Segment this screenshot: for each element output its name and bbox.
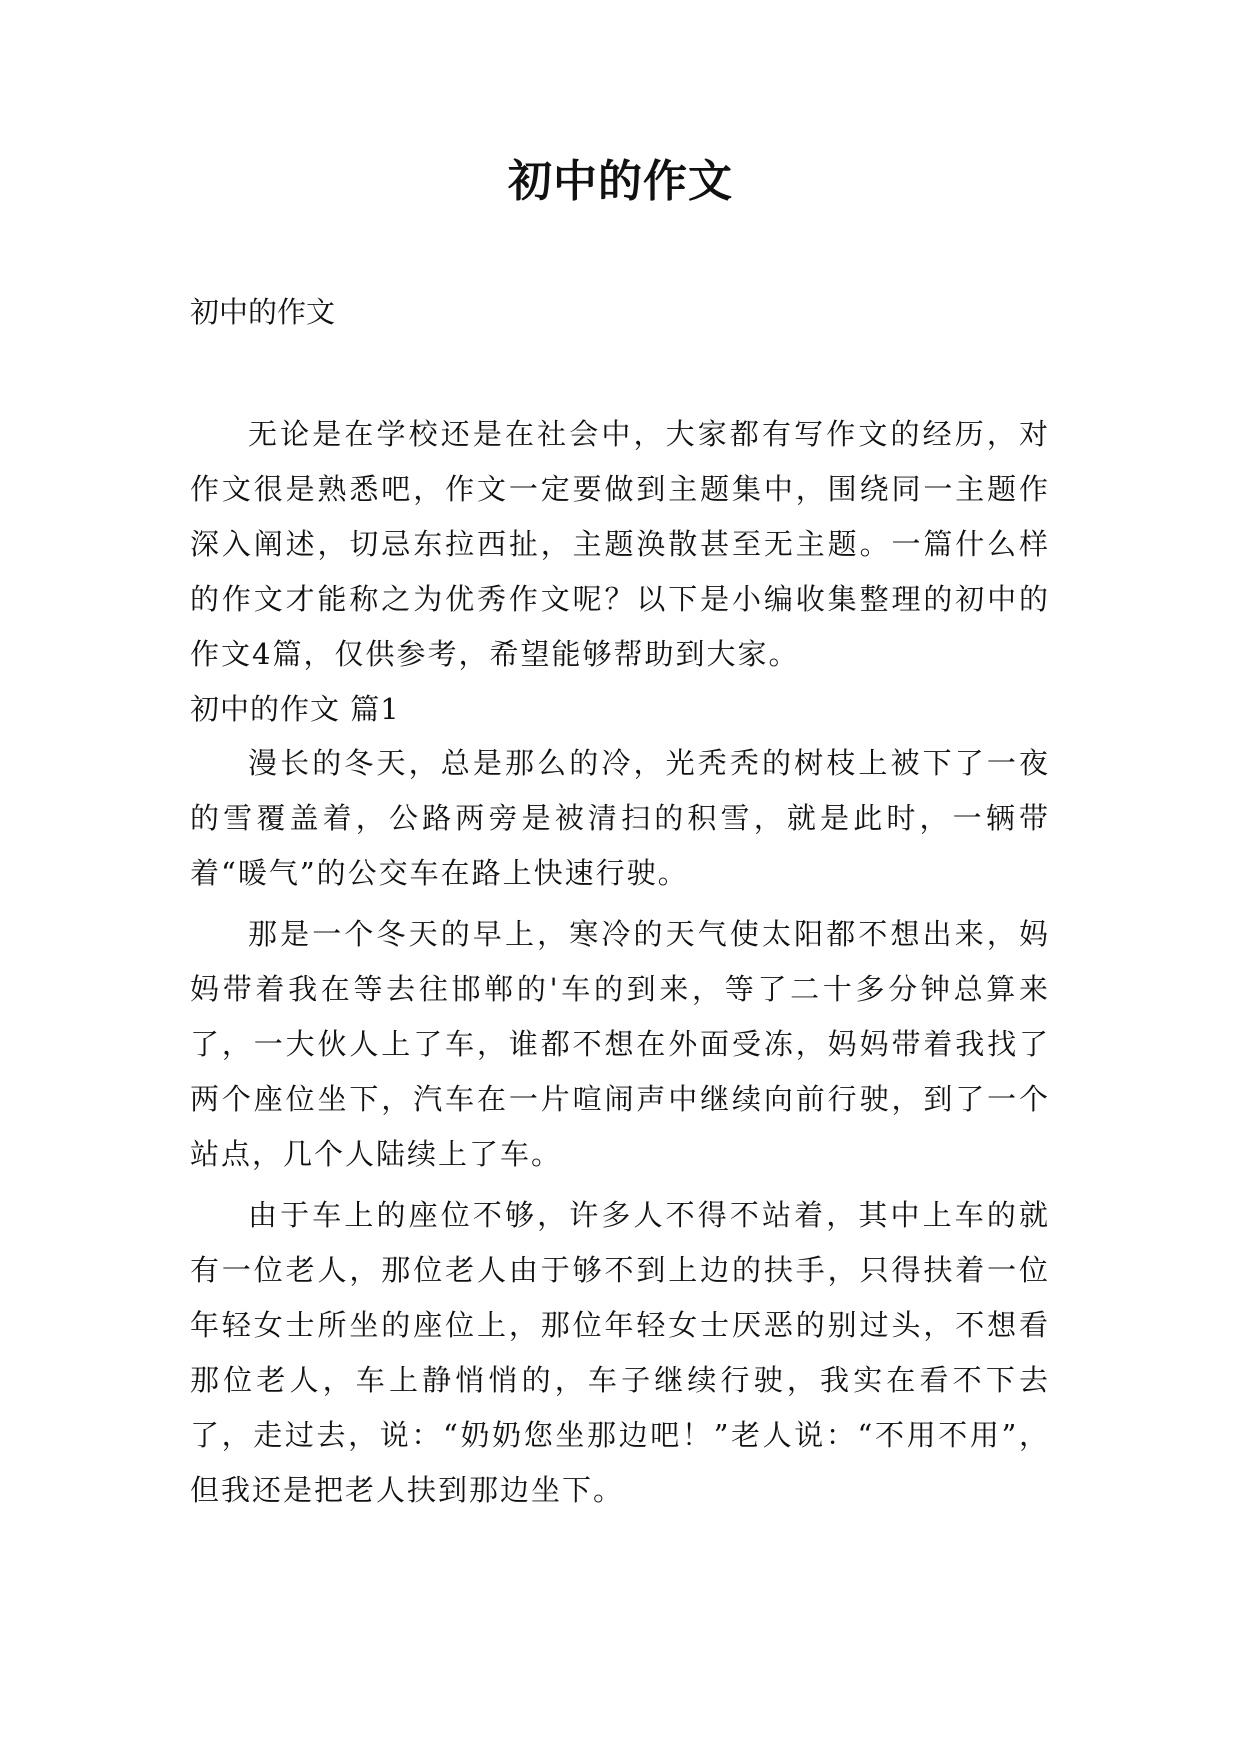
section-heading: 初中的作文 篇1 bbox=[190, 692, 400, 726]
document-subtitle: 初中的作文 bbox=[190, 295, 336, 329]
body-paragraph: 漫长的冬天，总是那么的冷，光秃秃的树枝上被下了一夜的雪覆盖着，公路两旁是被清扫的积雪，就是此时，一辆带着“暖气”的公交车在路上快速行驶。 bbox=[190, 746, 1050, 890]
body-paragraph: 由于车上的座位不够，许多人不得不站着，其中上车的就有一位老人，那位老人由于够不到上边的扶手，只得扶着一位年轻女士所坐的座位上，那位年轻女士厌恶的别过头，不想看那位老人，车上静悄悄的，车子继续行驶，我实在看不下去了，走过去，说：“奶奶您坐那边吧！”老人说：“不用不用”，但我还是把老人扶到那边坐下。 bbox=[190, 1198, 1050, 1507]
body-paragraph: 那是一个冬天的早上，寒冷的天气使太阳都不想出来，妈妈带着我在等去往邯郸的'车的到来，等了二十多分钟总算来了，一大伙人上了车，谁都不想在外面受冻，妈妈带着我找了两个座位坐下，汽车在一片喧闹声中继续向前行驶，到了一个站点，几个人陆续上了车。 bbox=[190, 917, 1050, 1171]
document-body bbox=[190, 407, 1050, 1518]
document-title: 初中的作文 bbox=[508, 156, 733, 207]
intro-paragraph: 无论是在学校还是在社会中，大家都有写作文的经历，对作文很是熟悉吧，作文一定要做到主题集中，围绕同一主题作深入阐述，切忌东拉西扯，主题涣散甚至无主题。一篇什么样的作文才能称之为优秀作文呢？以下是小编收集整理的初中的作文4篇，仅供参考，希望能够帮助到大家。 bbox=[190, 417, 1050, 671]
